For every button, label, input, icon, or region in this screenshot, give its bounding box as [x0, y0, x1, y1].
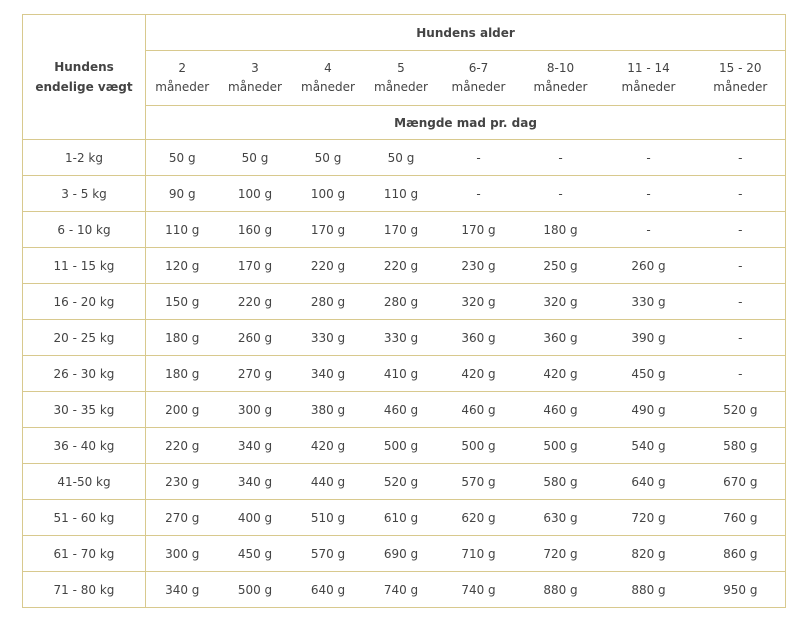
weight-cell: 3 - 5 kg: [23, 176, 146, 212]
amount-per-day-header: Mængde mad pr. dag: [146, 106, 786, 140]
amount-cell: 820 g: [602, 536, 696, 572]
amount-cell: 50 g: [365, 140, 438, 176]
amount-cell: 670 g: [696, 464, 786, 500]
amount-cell: 450 g: [602, 356, 696, 392]
weight-cell: 20 - 25 kg: [23, 320, 146, 356]
age-column-header: [219, 51, 292, 106]
age-column-header: [146, 51, 219, 106]
age-column-header: [438, 51, 520, 106]
amount-cell: 340 g: [292, 356, 365, 392]
corner-weight-header: Hundens endelige vægt: [23, 15, 146, 140]
amount-cell: 880 g: [520, 572, 602, 608]
amount-cell: 710 g: [438, 536, 520, 572]
age-value: 2: [178, 61, 187, 75]
table-row: [23, 140, 786, 176]
amount-cell: 110 g: [365, 176, 438, 212]
table-row: [23, 248, 786, 284]
amount-cell: 170 g: [292, 212, 365, 248]
amount-cell: 220 g: [365, 248, 438, 284]
amount-cell: 330 g: [365, 320, 438, 356]
amount-cell: 630 g: [520, 500, 602, 536]
amount-cell: 420 g: [520, 356, 602, 392]
weight-cell: 6 - 10 kg: [23, 212, 146, 248]
amount-cell: -: [696, 212, 786, 248]
amount-cell: 390 g: [602, 320, 696, 356]
amount-cell: 330 g: [602, 284, 696, 320]
amount-cell: 540 g: [602, 428, 696, 464]
table-row: [23, 284, 786, 320]
amount-cell: 300 g: [146, 536, 219, 572]
amount-cell: 100 g: [219, 176, 292, 212]
table-row: [23, 500, 786, 536]
age-unit: måneder: [155, 80, 210, 94]
amount-cell: 170 g: [438, 212, 520, 248]
amount-cell: 420 g: [292, 428, 365, 464]
table-row: [23, 392, 786, 428]
amount-cell: 280 g: [292, 284, 365, 320]
weight-cell: 36 - 40 kg: [23, 428, 146, 464]
amount-cell: 420 g: [438, 356, 520, 392]
amount-cell: 880 g: [602, 572, 696, 608]
age-group-header: Hundens alder: [146, 15, 786, 51]
amount-cell: 690 g: [365, 536, 438, 572]
age-column-header: [365, 51, 438, 106]
amount-cell: 440 g: [292, 464, 365, 500]
weight-cell: 51 - 60 kg: [23, 500, 146, 536]
amount-cell: 520 g: [696, 392, 786, 428]
amount-cell: 500 g: [438, 428, 520, 464]
amount-cell: 230 g: [146, 464, 219, 500]
amount-cell: 220 g: [292, 248, 365, 284]
amount-cell: -: [520, 140, 602, 176]
age-unit: måneder: [533, 80, 588, 94]
amount-cell: 330 g: [292, 320, 365, 356]
weight-cell: 26 - 30 kg: [23, 356, 146, 392]
age-column-header: [696, 51, 786, 106]
table-row: [23, 572, 786, 608]
amount-cell: 110 g: [146, 212, 219, 248]
amount-cell: 570 g: [438, 464, 520, 500]
table-row: [23, 176, 786, 212]
amount-cell: 300 g: [219, 392, 292, 428]
amount-cell: 270 g: [146, 500, 219, 536]
table-row: [23, 212, 786, 248]
amount-cell: 270 g: [219, 356, 292, 392]
amount-cell: 410 g: [365, 356, 438, 392]
age-value: 8-10: [546, 61, 575, 75]
amount-cell: 320 g: [438, 284, 520, 320]
amount-cell: 580 g: [520, 464, 602, 500]
amount-cell: 510 g: [292, 500, 365, 536]
amount-cell: 50 g: [292, 140, 365, 176]
amount-cell: 950 g: [696, 572, 786, 608]
age-value: 6-7: [468, 61, 489, 75]
age-value: 11 - 14: [627, 61, 670, 75]
amount-cell: 340 g: [219, 428, 292, 464]
amount-cell: -: [602, 140, 696, 176]
amount-cell: 180 g: [146, 320, 219, 356]
amount-cell: 220 g: [219, 284, 292, 320]
age-unit: måneder: [374, 80, 428, 94]
amount-cell: 450 g: [219, 536, 292, 572]
age-column-header: [292, 51, 365, 106]
amount-cell: -: [438, 176, 520, 212]
amount-cell: 340 g: [146, 572, 219, 608]
age-value: 15 - 20: [719, 61, 762, 75]
amount-cell: 760 g: [696, 500, 786, 536]
table-row: [23, 464, 786, 500]
amount-cell: 360 g: [438, 320, 520, 356]
feeding-table: [22, 14, 786, 608]
feeding-table-container: [22, 14, 785, 608]
age-unit: måneder: [301, 80, 355, 94]
amount-cell: 250 g: [520, 248, 602, 284]
amount-cell: 620 g: [438, 500, 520, 536]
amount-cell: -: [696, 248, 786, 284]
amount-cell: 50 g: [146, 140, 219, 176]
amount-cell: 740 g: [365, 572, 438, 608]
amount-cell: 490 g: [602, 392, 696, 428]
amount-cell: 120 g: [146, 248, 219, 284]
amount-cell: 360 g: [520, 320, 602, 356]
amount-cell: 740 g: [438, 572, 520, 608]
amount-cell: 400 g: [219, 500, 292, 536]
amount-cell: 570 g: [292, 536, 365, 572]
amount-cell: 320 g: [520, 284, 602, 320]
amount-cell: 230 g: [438, 248, 520, 284]
amount-cell: 280 g: [365, 284, 438, 320]
amount-cell: -: [696, 356, 786, 392]
weight-cell: 71 - 80 kg: [23, 572, 146, 608]
amount-cell: 640 g: [602, 464, 696, 500]
age-unit: måneder: [228, 80, 282, 94]
amount-cell: 720 g: [520, 536, 602, 572]
amount-cell: 150 g: [146, 284, 219, 320]
amount-cell: 170 g: [219, 248, 292, 284]
amount-cell: 460 g: [438, 392, 520, 428]
age-column-header: [520, 51, 602, 106]
weight-cell: 1-2 kg: [23, 140, 146, 176]
amount-cell: 50 g: [219, 140, 292, 176]
amount-cell: 610 g: [365, 500, 438, 536]
amount-cell: 100 g: [292, 176, 365, 212]
amount-cell: -: [696, 320, 786, 356]
amount-cell: -: [520, 176, 602, 212]
table-row: [23, 536, 786, 572]
weight-cell: 61 - 70 kg: [23, 536, 146, 572]
amount-cell: 500 g: [365, 428, 438, 464]
amount-cell: 220 g: [146, 428, 219, 464]
weight-cell: 41-50 kg: [23, 464, 146, 500]
amount-cell: 90 g: [146, 176, 219, 212]
weight-cell: 16 - 20 kg: [23, 284, 146, 320]
age-unit: måneder: [451, 80, 506, 94]
table-row: [23, 356, 786, 392]
age-unit: måneder: [621, 80, 676, 94]
age-unit: måneder: [713, 80, 768, 94]
amount-cell: 170 g: [365, 212, 438, 248]
amount-cell: -: [602, 212, 696, 248]
table-row: [23, 320, 786, 356]
amount-cell: 460 g: [365, 392, 438, 428]
amount-cell: 200 g: [146, 392, 219, 428]
age-value: 4: [324, 61, 332, 75]
amount-cell: 860 g: [696, 536, 786, 572]
amount-cell: 500 g: [219, 572, 292, 608]
amount-cell: -: [602, 176, 696, 212]
amount-cell: -: [696, 140, 786, 176]
amount-cell: -: [696, 176, 786, 212]
amount-cell: 380 g: [292, 392, 365, 428]
amount-cell: 260 g: [602, 248, 696, 284]
amount-cell: 260 g: [219, 320, 292, 356]
amount-cell: 180 g: [520, 212, 602, 248]
age-value: 5: [397, 61, 405, 75]
age-value: 3: [251, 61, 259, 75]
amount-cell: 500 g: [520, 428, 602, 464]
amount-cell: -: [696, 284, 786, 320]
amount-cell: 520 g: [365, 464, 438, 500]
amount-cell: 160 g: [219, 212, 292, 248]
amount-cell: 640 g: [292, 572, 365, 608]
amount-cell: 720 g: [602, 500, 696, 536]
amount-cell: 580 g: [696, 428, 786, 464]
amount-cell: 340 g: [219, 464, 292, 500]
amount-cell: -: [438, 140, 520, 176]
amount-cell: 460 g: [520, 392, 602, 428]
age-column-header: [602, 51, 696, 106]
amount-cell: 180 g: [146, 356, 219, 392]
weight-cell: 11 - 15 kg: [23, 248, 146, 284]
weight-cell: 30 - 35 kg: [23, 392, 146, 428]
table-row: [23, 428, 786, 464]
